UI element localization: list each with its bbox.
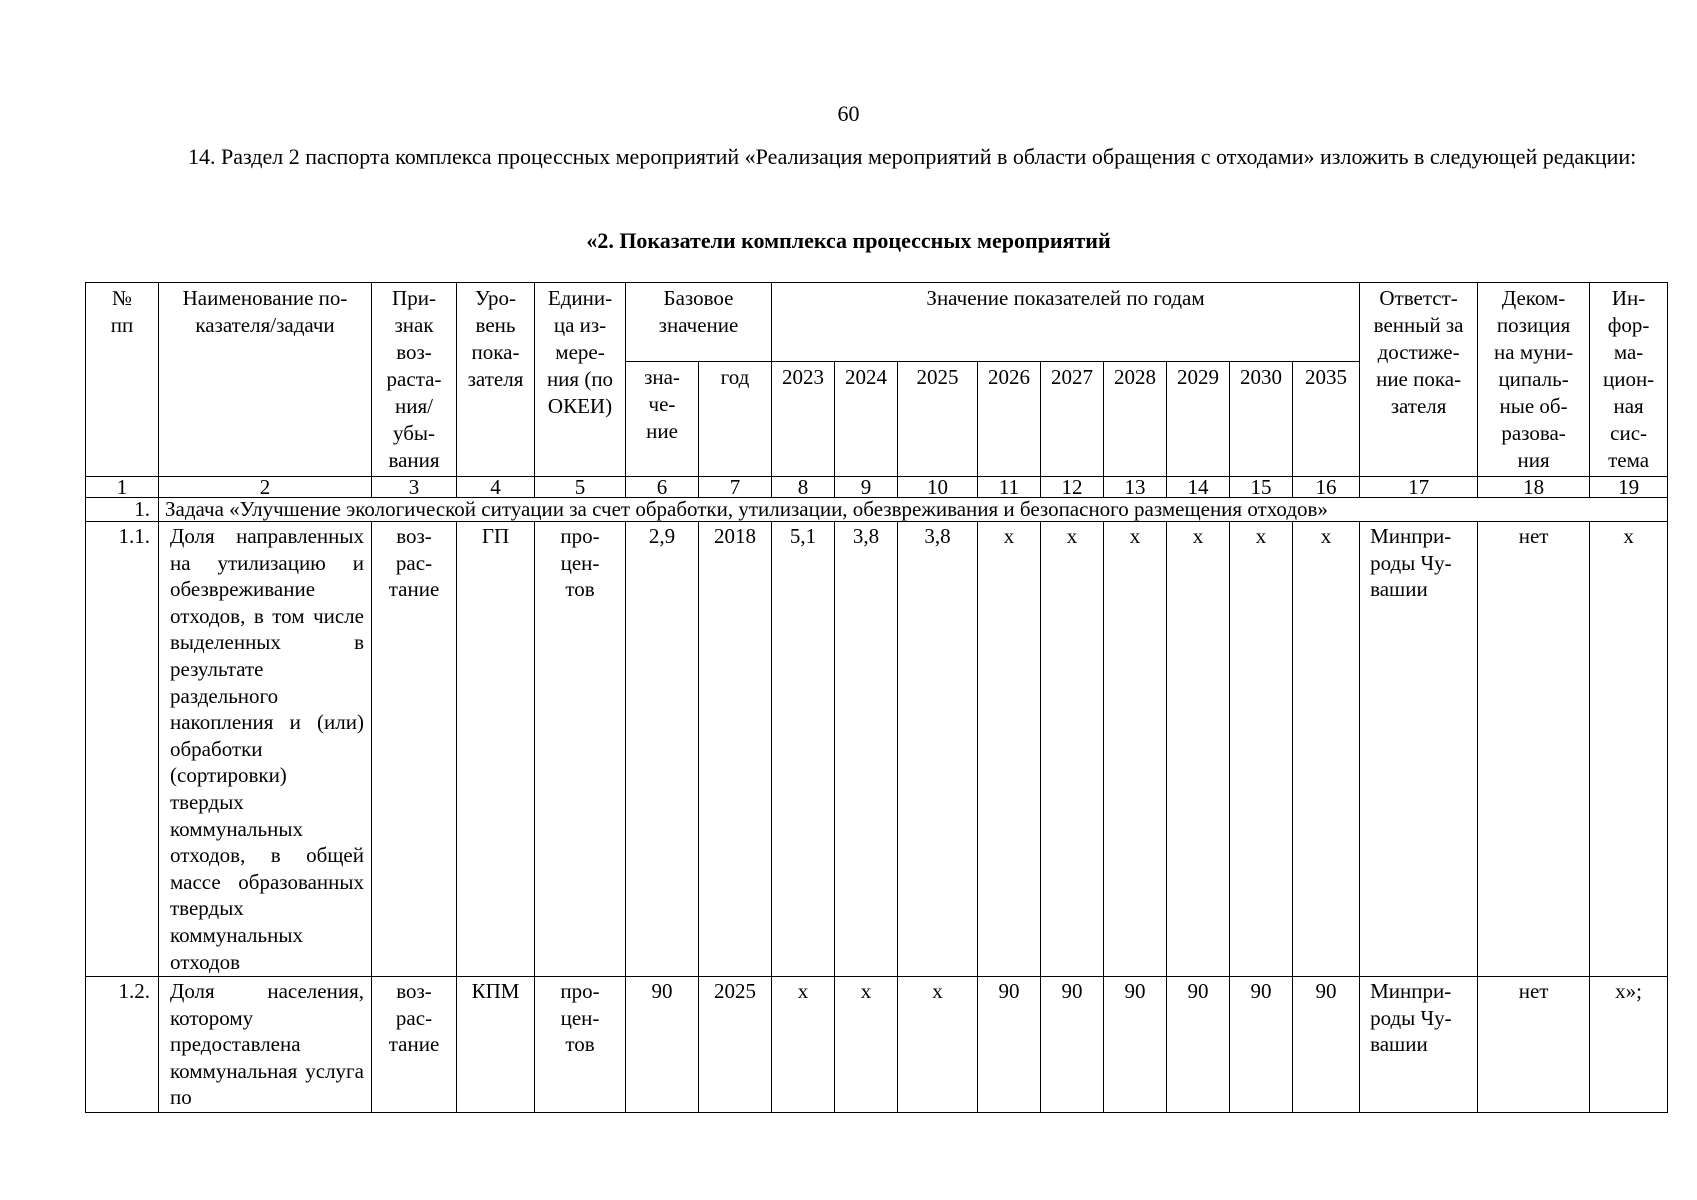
info-system: х — [1590, 522, 1668, 977]
header-base-value: зна- че- ние — [626, 361, 699, 476]
responsible: Минпри- роды Чу- вашии — [1360, 977, 1478, 1113]
indicator-sign: воз- рас- тание — [372, 977, 457, 1113]
column-number: 5 — [535, 477, 626, 498]
column-number: 4 — [457, 477, 535, 498]
task-number: 1. — [86, 498, 159, 522]
indicator-name: Доля населения, которому предоставлена коммунальная услуга по — [159, 977, 372, 1113]
column-number: 6 — [626, 477, 699, 498]
column-number: 12 — [1041, 477, 1104, 498]
year-value: 90 — [1293, 977, 1360, 1113]
column-number: 15 — [1230, 477, 1293, 498]
year-value: 90 — [978, 977, 1041, 1113]
header-name: Наименование по- казателя/задачи — [159, 283, 372, 477]
indicator-name: Доля направленных на утилизацию и обезвреживание отходов, в том числе выделенных в результате раздельного накопления и (или) обработки (сортировки) твердых коммунальных отходов, в общей массе образованных твердых коммунальных отходов — [159, 522, 372, 977]
indicator-unit: про- цен- тов — [535, 522, 626, 977]
year-value: х — [1041, 522, 1104, 977]
responsible: Минпри- роды Чу- вашии — [1360, 522, 1478, 977]
indicator-level: ГП — [457, 522, 535, 977]
header-year: 2026 — [978, 361, 1041, 476]
year-value: 3,8 — [835, 522, 898, 977]
column-number: 9 — [835, 477, 898, 498]
header-year: 2035 — [1293, 361, 1360, 476]
column-number: 19 — [1590, 477, 1668, 498]
year-value: х — [898, 977, 978, 1113]
year-value: 90 — [1104, 977, 1167, 1113]
column-number: 14 — [1167, 477, 1230, 498]
header-year: 2025 — [898, 361, 978, 476]
row-number: 1.2. — [86, 977, 159, 1113]
decomposition: нет — [1478, 522, 1590, 977]
year-value: 90 — [1041, 977, 1104, 1113]
indicator-sign: воз- рас- тание — [372, 522, 457, 977]
page-number: 60 — [837, 101, 860, 126]
base-value: 2,9 — [626, 522, 699, 977]
header-level: Уро- вень пока- зателя — [457, 283, 535, 477]
header-row-1 — [86, 283, 1668, 362]
task-row — [86, 498, 1668, 522]
header-year: 2024 — [835, 361, 898, 476]
year-value: х — [772, 977, 835, 1113]
year-value: х — [1230, 522, 1293, 977]
header-values-by-year: Значение показателей по годам — [772, 283, 1360, 362]
year-value: х — [978, 522, 1041, 977]
header-year: 2023 — [772, 361, 835, 476]
header-year: 2029 — [1167, 361, 1230, 476]
column-number: 13 — [1104, 477, 1167, 498]
header-decomposition: Деком- позиция на муни- ципаль- ные об- разова- ния — [1478, 283, 1590, 477]
year-value: х — [1167, 522, 1230, 977]
header-base-year: год — [699, 361, 772, 476]
section-title: «2. Показатели комплекса процессных мероприятий — [586, 228, 1111, 253]
base-year: 2018 — [699, 522, 772, 977]
column-number: 17 — [1360, 477, 1478, 498]
header-year: 2028 — [1104, 361, 1167, 476]
header-year: 2027 — [1041, 361, 1104, 476]
table-row — [86, 522, 1668, 977]
column-number: 18 — [1478, 477, 1590, 498]
year-value: х — [1104, 522, 1167, 977]
column-number: 8 — [772, 477, 835, 498]
row-number: 1.1. — [86, 522, 159, 977]
column-number: 7 — [699, 477, 772, 498]
year-value: х — [1293, 522, 1360, 977]
column-number: 3 — [372, 477, 457, 498]
year-value: 90 — [1230, 977, 1293, 1113]
header-year: 2030 — [1230, 361, 1293, 476]
header-sign: При- знак воз- раста- ния/ убы- вания — [372, 283, 457, 477]
indicator-level: КПМ — [457, 977, 535, 1113]
header-num: № пп — [86, 283, 159, 477]
info-system: х»; — [1590, 977, 1668, 1113]
decomposition: нет — [1478, 977, 1590, 1113]
column-number: 11 — [978, 477, 1041, 498]
intro-paragraph: 14. Раздел 2 паспорта комплекса процессных мероприятий «Реализация мероприятий в области обращения с отходами» изложить в следующей редакции: — [188, 144, 1637, 169]
year-value: 5,1 — [772, 522, 835, 977]
year-value: х — [835, 977, 898, 1113]
base-year: 2025 — [699, 977, 772, 1113]
header-unit: Едини- ца из- мере- ния (по ОКЕИ) — [535, 283, 626, 477]
column-number: 16 — [1293, 477, 1360, 498]
base-value: 90 — [626, 977, 699, 1113]
year-value: 90 — [1167, 977, 1230, 1113]
table-row — [86, 977, 1668, 1113]
header-responsible: Ответст- венный за достиже- ние пока- зателя — [1360, 283, 1478, 477]
column-number: 2 — [159, 477, 372, 498]
task-text: Задача «Улучшение экологической ситуации за счет обработки, утилизации, обезвреживания и безопасного размещения отходов» — [159, 498, 1668, 522]
header-info-system: Ин- фор- ма- цион- ная сис- тема — [1590, 283, 1668, 477]
column-number: 10 — [898, 477, 978, 498]
indicators-table — [85, 282, 1668, 1113]
header-base: Базовое значение — [626, 283, 772, 362]
column-number: 1 — [86, 477, 159, 498]
year-value: 3,8 — [898, 522, 978, 977]
column-numbers-row — [86, 477, 1668, 498]
indicator-unit: про- цен- тов — [535, 977, 626, 1113]
